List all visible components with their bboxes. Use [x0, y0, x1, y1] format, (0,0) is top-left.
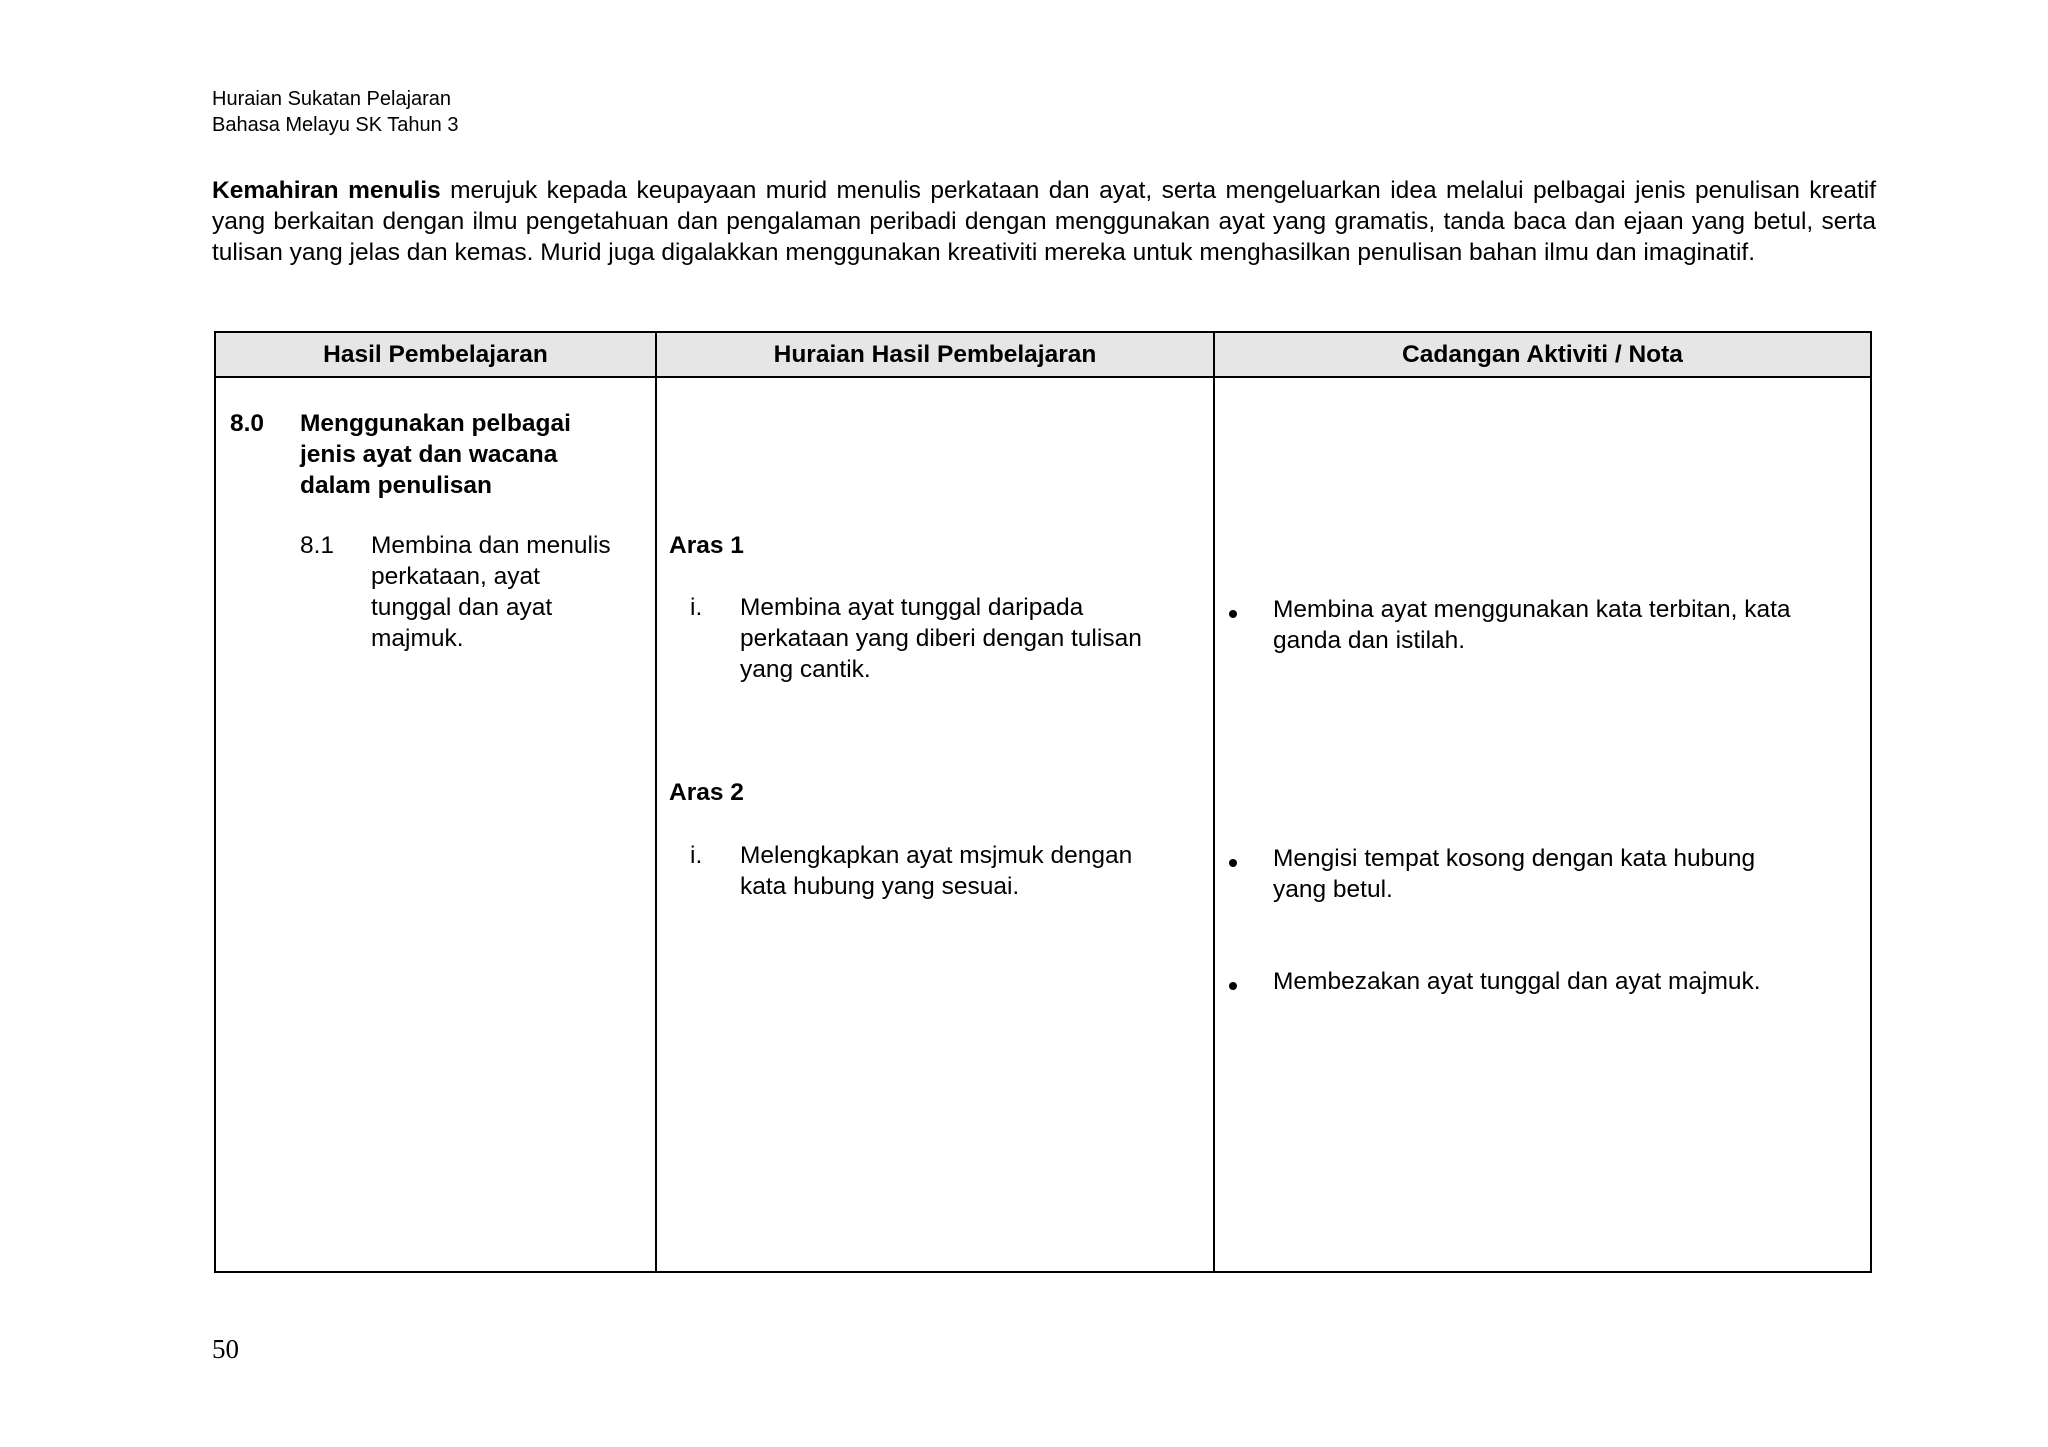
level-1-item-line: yang cantik.: [740, 656, 871, 683]
sub-outcome-text: [371, 530, 651, 654]
sub-outcome-number: 8.1: [300, 532, 335, 559]
header-huraian: Huraian Hasil Pembelajaran: [773, 341, 1097, 368]
level-1-item-line: perkataan yang diberi dengan tulisan: [740, 625, 1142, 652]
activity-item: [1273, 966, 1863, 997]
activity-line: Membezakan ayat tunggal dan ayat majmuk.: [1273, 968, 1761, 995]
level-1-label: Aras 1: [669, 532, 744, 559]
level-2-item-text: [740, 840, 1205, 902]
level-2-item-line: kata hubung yang sesuai.: [740, 873, 1020, 900]
header-line-1: Huraian Sukatan Pelajaran: [212, 88, 452, 110]
bullet-icon: [1229, 859, 1237, 867]
column-divider-2: [1213, 333, 1215, 1271]
level-2-label: Aras 2: [669, 779, 744, 806]
activity-item: [1273, 843, 1863, 905]
header-line-2: Bahasa Melayu SK Tahun 3: [212, 114, 459, 136]
outcome-title-line: jenis ayat dan wacana: [300, 441, 558, 468]
sub-outcome-line: tunggal dan ayat: [371, 594, 553, 621]
outcome-number: 8.0: [230, 410, 265, 437]
activity-line: yang betul.: [1273, 876, 1393, 903]
level-2-item-marker: i.: [690, 842, 703, 869]
activity-line: ganda dan istilah.: [1273, 627, 1466, 654]
activity-line: Mengisi tempat kosong dengan kata hubung: [1273, 845, 1756, 872]
activity-line: Membina ayat menggunakan kata terbitan, kata: [1273, 596, 1791, 623]
intro-text: merujuk kepada keupayaan murid menulis perkataan dan ayat, serta mengeluarkan idea melalui pelbagai jenis penulisan kreatif yang berkaitan dengan ilmu pengetahuan dan pengalaman peribadi dengan menggunakan ayat yang gramatis, tanda baca dan ejaan yang betul, serta tulisan yang jelas dan kemas. Murid juga digalakkan menggunakan kreativiti mereka untuk menghasilkan penulisan bahan ilmu dan imaginatif.: [212, 177, 1877, 266]
sub-outcome-line: perkataan, ayat: [371, 563, 540, 590]
outcome-title-line: Menggunakan pelbagai: [300, 410, 571, 437]
document-header: [212, 86, 458, 138]
outcome-title-line: dalam penulisan: [300, 472, 492, 499]
sub-outcome-line: majmuk.: [371, 625, 464, 652]
column-divider-1: [655, 333, 657, 1271]
level-1-item-line: Membina ayat tunggal daripada: [740, 594, 1084, 621]
bullet-icon: [1229, 982, 1237, 990]
intro-paragraph: [212, 175, 1876, 268]
table-header-row: [216, 333, 1870, 378]
intro-bold-lead: Kemahiran menulis: [212, 177, 441, 204]
level-2-item-line: Melengkapkan ayat msjmuk dengan: [740, 842, 1133, 869]
outcome-title: [300, 408, 640, 501]
learning-outcomes-table: [214, 331, 1872, 1273]
page-number: 50: [212, 1334, 239, 1364]
bullet-icon: [1229, 610, 1237, 618]
level-1-item-marker: i.: [690, 594, 703, 621]
header-cadangan-aktiviti: Cadangan Aktiviti / Nota: [1402, 341, 1683, 368]
header-hasil-pembelajaran: Hasil Pembelajaran: [323, 341, 548, 368]
activity-item: [1273, 594, 1863, 656]
sub-outcome-line: Membina dan menulis: [371, 532, 611, 559]
level-1-item-text: [740, 592, 1205, 685]
